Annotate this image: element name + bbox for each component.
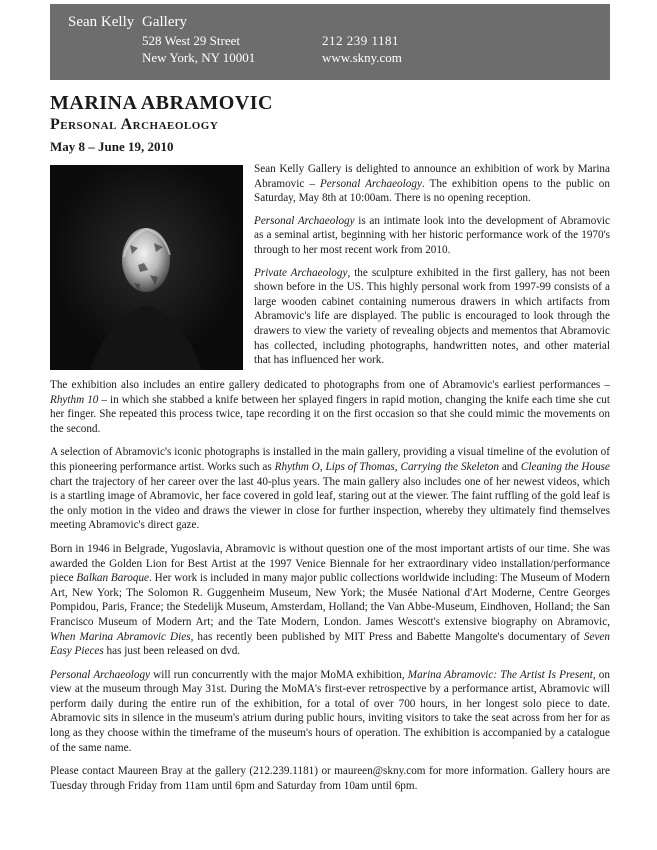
intro-paragraph: Private Archaeology, the sculpture exhibited in the first gallery, has not been shown before in the US. This highly personal work from 1997-99 consists of a large wooden cabinet containing numerous drawers in which artifacts from Abramovic's life are displayed. The public is encouraged to look through the drawers to view the variety of revealing objects and mementos that Abramovic has collected, including photographs, handwritten notes, and other material that has influenced her work. <box>254 266 610 367</box>
intro-paragraph: Personal Archaeology is an intimate look into the development of Abramovic as a seminal artist, beginning with her historic performance work of the 1970's through to her most recent work from 2010. <box>254 214 610 256</box>
body-paragraph: Born in 1946 in Belgrade, Yugoslavia, Abramovic is without question one of the most important artists of our time. She was awarded the Golden Lion for Best Artist at the 1997 Venice Biennale for her extraordinary video installation/performance piece Balkan Baroque. Her work is included in many major public collections worldwide including: The Museum of Modern Art, New York; The Solomon R. Guggenheim Museum, New York; the Musée National d'Art Moderne, Centre Georges Pompidou, Paris, France; the Stedelijk Museum, Amsterdam, Holland; the Van Abbe-Museum, Eindhoven, Holland; the San Francisco Museum of Modern Art; and the Tate Modern, London. James Wescott's extensive biography on Abramovic, When Marina Abramovic Dies, has recently been published by MIT Press and Babette Mangolte's documentary of Seven Easy Pieces has just been released on dvd. <box>50 542 610 658</box>
gallery-city: New York, NY 10001 <box>142 50 256 65</box>
exhibition-dates: May 8 – June 19, 2010 <box>50 139 174 154</box>
gallery-label: Gallery <box>142 14 187 30</box>
gallery-name: Sean Kelly <box>68 14 135 30</box>
exhibition-subtitle: Personal Archaeology <box>50 116 219 133</box>
body-paragraph: The exhibition also includes an entire gallery dedicated to photographs from one of Abramovic's earliest performances – Rhythm 10 – in which she stabbed a knife between her splayed fingers in rapid motion, changing the knife each time she cut her finger. She repeated this process twice, tape recording it on the first occasion so that she could mimic the movements on the second. <box>50 379 610 435</box>
body-paragraph: Personal Archaeology will run concurrently with the major MoMA exhibition, Marina Abramovic: The Artist Is Present, on view at the museum through May 31st. During the MoMA's first-ever retrospective by a performance artist, Abramovic will perform daily during the entire run of the exhibition, for a total of over 700 hours, in her longest solo piece to date. Abramovic sits in silence in the museum's atrium during public hours, inviting visitors to take the seat across from her for as long as they choose within the timeframe of the museum's hours of operation. The exhibition is accompanied by a catalogue of the same name. <box>50 668 610 754</box>
body-paragraph: A selection of Abramovic's iconic photographs is installed in the main gallery, providing a visual timeline of the evolution of this pioneering performance artist. Works such as Rhythm O, Lips of Thomas, Carrying the Skeleton and Cleaning the House chart the trajectory of her career over the last 40-plus years. The main gallery also includes one of her newest videos, which is a startling image of Abramovic, her face covered in gold leaf, staring out at the viewer. The faint ruffling of the gold leaf is the only motion in the video and draws the viewer in close for further inspection, whereby they ultimately find themselves meeting Abramovic's direct gaze. <box>50 446 611 532</box>
intro-paragraph: Sean Kelly Gallery is delighted to announce an exhibition of work by Marina Abramovic – Personal Archaeology. The exhibition opens to the public on Saturday, May 8th at 10:00am. There is no opening reception. <box>254 163 610 205</box>
gallery-letterhead <box>50 4 610 80</box>
artist-portrait-photo <box>50 165 243 370</box>
gallery-website[interactable]: www.skny.com <box>322 50 402 65</box>
artist-title: MARINA ABRAMOVIC <box>50 92 273 114</box>
gallery-phone: 212 239 1181 <box>322 33 400 48</box>
gallery-street: 528 West 29 Street <box>142 33 241 48</box>
body-column <box>50 378 610 802</box>
contact-paragraph: Please contact Maureen Bray at the gallery (212.239.1181) or maureen@skny.com for more information. Gallery hours are Tuesday through Friday from 11am until 6pm and Saturday from 10am until 6pm. <box>50 765 610 792</box>
intro-column <box>254 162 610 376</box>
